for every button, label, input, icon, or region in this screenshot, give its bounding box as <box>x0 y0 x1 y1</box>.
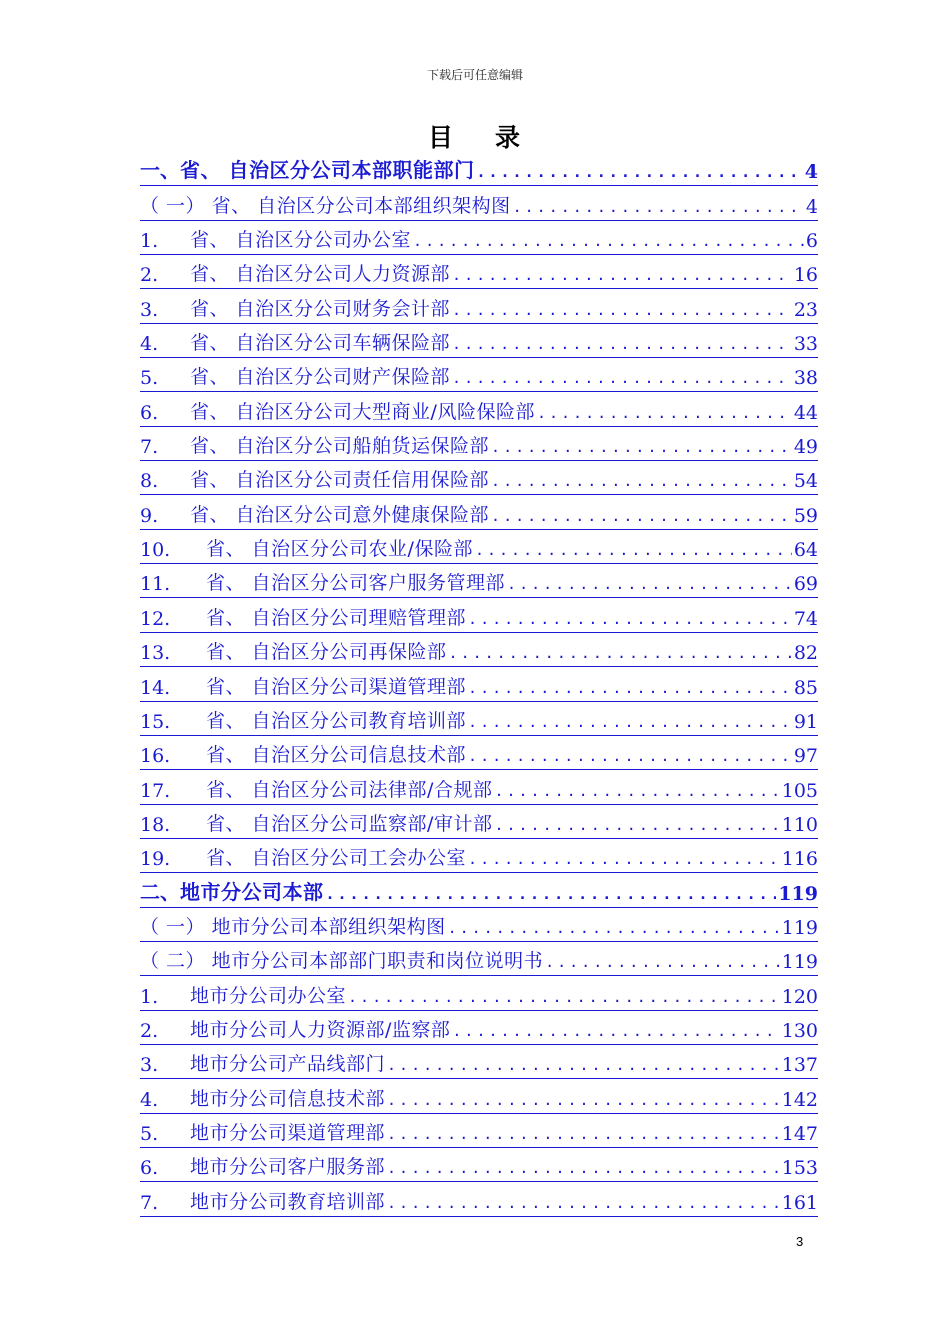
toc-entry[interactable] <box>140 221 818 255</box>
toc-entry-number: 3. <box>140 298 159 321</box>
toc-dot-leader <box>492 784 779 799</box>
toc-entry-title: 省、 自治区分公司农业/保险部 <box>206 538 473 561</box>
toc-entry[interactable] <box>140 1114 818 1148</box>
toc-entry-title: 省、 自治区分公司监察部/审计部 <box>206 812 493 835</box>
toc-entry-number: 6. <box>140 1157 159 1180</box>
toc-dot-leader <box>543 955 780 970</box>
toc-dot-leader <box>385 1161 780 1176</box>
toc-entry-page: 161 <box>781 1191 818 1214</box>
toc-entry-title: 省、 自治区分公司人力资源部 <box>190 263 451 286</box>
toc-entry-number: 3. <box>140 1054 159 1077</box>
toc-dot-leader <box>505 577 792 592</box>
toc-entry[interactable] <box>140 770 818 804</box>
toc-entry[interactable] <box>140 736 818 770</box>
toc-entry-number: 9. <box>140 504 159 527</box>
toc-dot-leader <box>492 818 779 833</box>
toc-dot-leader <box>466 612 792 627</box>
toc-entry-page: 49 <box>793 436 818 459</box>
toc-entry-number: 2. <box>140 264 159 287</box>
toc-entry[interactable] <box>140 324 818 358</box>
toc-entry-number: 1. <box>140 985 159 1008</box>
toc-entry-page: 147 <box>781 1122 818 1145</box>
toc-dot-leader <box>511 200 804 215</box>
toc-entry-page: 59 <box>793 504 818 527</box>
toc-entry-page: 23 <box>793 298 818 321</box>
toc-entry-title: （ 二） 地市分公司本部部门职责和岗位说明书 <box>140 950 544 973</box>
toc-entry-title: 省、 自治区分公司工会办公室 <box>206 847 467 870</box>
toc-entry-page: 85 <box>793 676 818 699</box>
toc-entry-title: 省、 自治区分公司财产保险部 <box>190 366 451 389</box>
toc-entry-page: 91 <box>793 710 818 733</box>
toc-entry-number: 4. <box>140 333 159 356</box>
toc-entry-number: 4. <box>140 1088 159 1111</box>
toc-dot-leader <box>446 921 780 936</box>
toc-dot-leader <box>450 371 792 386</box>
toc-entry-number: 二、 <box>140 879 180 904</box>
toc-entry-page: 110 <box>781 813 818 836</box>
toc-entry[interactable] <box>140 186 818 220</box>
toc-entry-page: 4 <box>804 161 818 184</box>
toc-entry[interactable] <box>140 495 818 529</box>
toc-entry[interactable] <box>140 530 818 564</box>
toc-entry-page: 130 <box>781 1019 818 1042</box>
toc-entry-title: 省、 自治区分公司车辆保险部 <box>190 332 451 355</box>
toc-entry-title: 地市分公司客户服务部 <box>190 1156 386 1179</box>
toc-dot-leader <box>489 440 792 455</box>
toc-entry-page: 119 <box>781 951 818 974</box>
toc-entry-page: 64 <box>793 539 818 562</box>
toc-entry-number: 5. <box>140 1122 159 1145</box>
toc-entry[interactable] <box>140 392 818 426</box>
toc-dot-leader <box>466 715 792 730</box>
toc-title-right: 录 <box>495 123 523 152</box>
toc-entry-number: 19. <box>140 848 171 871</box>
toc-entry-page: 97 <box>793 745 818 768</box>
toc-entry[interactable] <box>140 358 818 392</box>
toc-entry-title: 省、 自治区分公司意外健康保险部 <box>190 503 490 526</box>
toc-entry-title: 地市分公司产品线部门 <box>190 1053 386 1076</box>
toc-entry-number: 1. <box>140 230 159 253</box>
toc-entry-page: 119 <box>781 916 818 939</box>
toc-dot-leader <box>450 268 792 283</box>
toc-entry[interactable] <box>140 908 818 942</box>
toc-dot-leader <box>450 337 792 352</box>
toc-dot-leader <box>411 234 804 249</box>
toc-entry-title: 省、 自治区分公司理赔管理部 <box>206 606 467 629</box>
toc-entry[interactable] <box>140 1045 818 1079</box>
toc-entry[interactable] <box>140 564 818 598</box>
toc-entry-page: 82 <box>793 642 818 665</box>
toc-entry-title: 省、 自治区分公司渠道管理部 <box>206 675 467 698</box>
toc-entry-title: 省、 自治区分公司本部职能部门 <box>180 158 475 183</box>
toc-entry-number: 18. <box>140 813 171 836</box>
toc-entry-page: 69 <box>793 573 818 596</box>
toc-entry[interactable] <box>140 1148 818 1182</box>
toc-entry-title: 地市分公司渠道管理部 <box>190 1121 386 1144</box>
toc-entry-page: 33 <box>793 333 818 356</box>
toc-entry-number: 12. <box>140 607 171 630</box>
toc-entry-page: 16 <box>793 264 818 287</box>
toc-entry-number: 16. <box>140 745 171 768</box>
toc-entry[interactable] <box>140 805 818 839</box>
toc-entry-title: 省、 自治区分公司再保险部 <box>206 641 447 664</box>
toc-dot-leader <box>450 1024 779 1039</box>
toc-entry-number: 10. <box>140 539 171 562</box>
toc-entry-page: 137 <box>781 1054 818 1077</box>
toc-entry-title: 省、 自治区分公司财务会计部 <box>190 297 451 320</box>
toc-dot-leader <box>385 1127 780 1142</box>
toc-entry-title: 地市分公司本部 <box>180 879 324 904</box>
toc-entry-number: 7. <box>140 436 159 459</box>
toc-dot-leader <box>489 474 792 489</box>
toc-entry-title: 地市分公司人力资源部/监察部 <box>190 1018 451 1041</box>
toc-entry-title: 省、 自治区分公司教育培训部 <box>206 709 467 732</box>
toc-dot-leader <box>385 1093 780 1108</box>
toc-entry-title: 省、 自治区分公司法律部/合规部 <box>206 778 493 801</box>
toc-entry[interactable] <box>140 598 818 632</box>
toc-entry-page: 74 <box>793 607 818 630</box>
toc-dot-leader <box>324 887 777 902</box>
toc-entry-page: 44 <box>793 401 818 424</box>
toc-entry-number: 11. <box>140 573 171 596</box>
toc-entry[interactable] <box>140 702 818 736</box>
toc-title <box>0 118 950 154</box>
toc-dot-leader <box>385 1058 780 1073</box>
toc-entry-number: 2. <box>140 1019 159 1042</box>
toc-entry[interactable] <box>140 255 818 289</box>
toc-dot-leader <box>489 509 792 524</box>
toc-entry-page: 105 <box>781 779 818 802</box>
toc-entry-page: 142 <box>781 1088 818 1111</box>
toc-entry-page: 153 <box>781 1157 818 1180</box>
toc-entry-title: 省、 自治区分公司信息技术部 <box>206 744 467 767</box>
toc-entry-page: 6 <box>805 230 818 253</box>
toc-entry[interactable] <box>140 942 818 976</box>
toc-entry[interactable] <box>140 839 818 873</box>
toc-entry-number: 15. <box>140 710 171 733</box>
toc-entry-number: 13. <box>140 642 171 665</box>
toc-entry-title: 省、 自治区分公司办公室 <box>190 229 412 252</box>
toc-entry-title: 省、 自治区分公司责任信用保险部 <box>190 469 490 492</box>
toc-dot-leader <box>466 749 792 764</box>
toc-entry-page: 116 <box>781 848 818 871</box>
toc-entry[interactable] <box>140 152 818 186</box>
toc-entry[interactable] <box>140 873 818 907</box>
toc-entry-title: 省、 自治区分公司大型商业/风险保险部 <box>190 400 535 423</box>
toc-entry-number: 6. <box>140 401 159 424</box>
toc-entry-page: 119 <box>778 882 818 905</box>
toc-dot-leader <box>466 852 780 867</box>
toc-entry-number: 8. <box>140 470 159 493</box>
toc-entry-number: 一、 <box>140 158 180 183</box>
toc-dot-leader <box>447 646 792 661</box>
toc-entry[interactable] <box>140 667 818 701</box>
toc-entry-title: 地市分公司教育培训部 <box>190 1190 386 1213</box>
toc-dot-leader <box>535 406 792 421</box>
toc-entry[interactable] <box>140 1011 818 1045</box>
toc-dot-leader <box>385 1196 780 1211</box>
toc-entry-title: （ 一） 地市分公司本部组织架构图 <box>140 915 446 938</box>
toc-dot-leader <box>474 165 802 180</box>
toc-entry-number: 7. <box>140 1191 159 1214</box>
toc-entry[interactable] <box>140 1182 818 1216</box>
toc-entry-number: 17. <box>140 779 171 802</box>
toc-entry[interactable] <box>140 289 818 323</box>
toc-entry-page: 120 <box>781 985 818 1008</box>
toc-entry-number: 5. <box>140 367 159 390</box>
toc-dot-leader <box>450 303 792 318</box>
toc-entry-title: 省、 自治区分公司船舶货运保险部 <box>190 435 490 458</box>
table-of-contents <box>140 152 818 1217</box>
toc-entry-page: 4 <box>805 195 818 218</box>
toc-entry[interactable] <box>140 461 818 495</box>
toc-dot-leader <box>346 990 780 1005</box>
toc-title-left: 目 <box>427 123 455 152</box>
toc-entry-page: 38 <box>793 367 818 390</box>
toc-dot-leader <box>466 681 792 696</box>
toc-dot-leader <box>473 543 792 558</box>
page-number: 3 <box>796 1234 804 1249</box>
toc-entry-title: （ 一） 省、 自治区分公司本部组织架构图 <box>140 194 511 217</box>
toc-entry-number: 14. <box>140 676 171 699</box>
header-note: 下载后可任意编辑 <box>426 68 523 82</box>
toc-entry-title: 地市分公司办公室 <box>190 984 347 1007</box>
toc-entry[interactable] <box>140 427 818 461</box>
toc-entry[interactable] <box>140 1079 818 1113</box>
toc-entry-title: 省、 自治区分公司客户服务管理部 <box>206 572 506 595</box>
toc-entry[interactable] <box>140 633 818 667</box>
toc-entry[interactable] <box>140 976 818 1010</box>
toc-entry-title: 地市分公司信息技术部 <box>190 1087 386 1110</box>
toc-entry-page: 54 <box>793 470 818 493</box>
